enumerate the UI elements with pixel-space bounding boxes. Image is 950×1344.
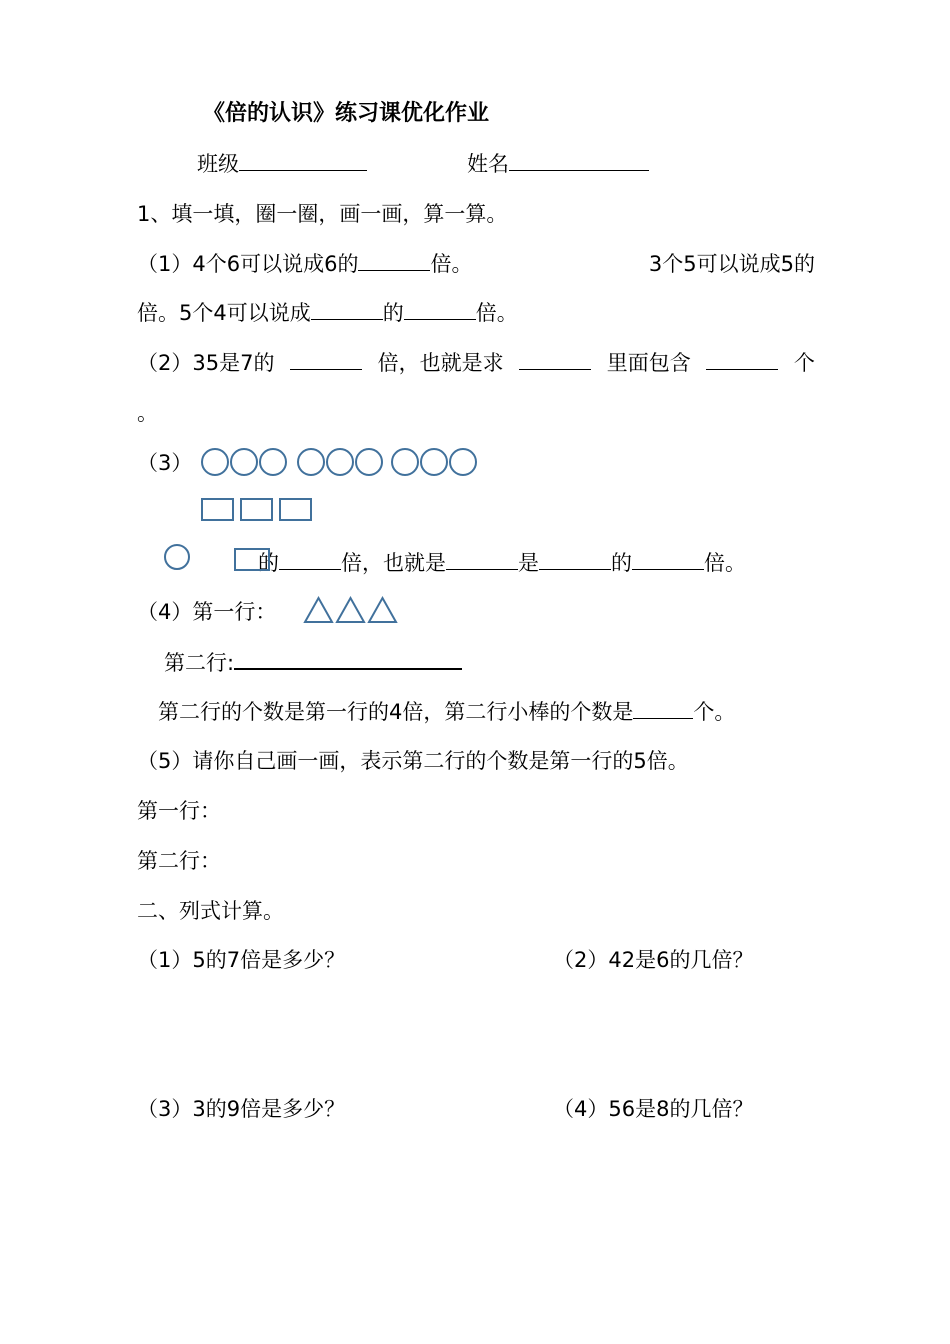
circle-shape	[165, 545, 189, 569]
circle-shape	[450, 449, 476, 475]
calc-3: （3）3的9倍是多少？	[137, 1097, 346, 1121]
circle-shape	[202, 449, 228, 475]
q1-part-a: （1）4个6可以说成6的 倍。	[137, 252, 473, 276]
calc-2: （2）42是6的几倍？	[553, 948, 754, 972]
triangle-shape	[369, 598, 396, 622]
class-label: 班级	[197, 152, 239, 176]
q2-part-d: 个	[793, 351, 815, 375]
q2-part-a: （2）35是7的	[137, 351, 275, 375]
q3-circles	[202, 449, 476, 475]
q3-squares	[202, 499, 311, 520]
q2-line2: 。	[137, 401, 158, 425]
q3-part-d: 的	[611, 551, 632, 575]
circle-shape	[231, 449, 257, 475]
q4-part-a: 第二行的个数是第一行的4倍，第二行小棒的个数是	[158, 700, 634, 724]
q5-text: （5）请你自己画一画，表示第二行的个数是第一行的5倍。	[137, 749, 689, 773]
q4-label: （4）第一行：	[137, 600, 277, 624]
q4-triangles	[305, 598, 396, 622]
square-shape	[235, 549, 269, 570]
q2-part-c: 里面包含	[606, 351, 691, 375]
circle-shape	[298, 449, 324, 475]
q3-label: （3）	[137, 451, 193, 475]
circle-shape	[327, 449, 353, 475]
q3-part-a: 的	[258, 551, 279, 575]
q5-row2: 第二行：	[137, 849, 221, 873]
square-shape	[280, 499, 311, 520]
triangle-shape	[305, 598, 332, 622]
circle-shape	[421, 449, 447, 475]
q4-part-b: 个。	[693, 700, 736, 724]
triangle-shape	[337, 598, 364, 622]
q5-row1: 第一行：	[137, 799, 221, 823]
square-shape	[241, 499, 272, 520]
q3-part-b: 倍，也就是	[341, 551, 446, 575]
q3-part-c: 是	[518, 551, 539, 575]
q1-line2-b: 的	[382, 301, 404, 325]
q1-line2-c: 倍。	[475, 301, 518, 325]
section2-heading: 二、列式计算。	[137, 899, 284, 923]
page-title: 《倍的认识》练习课优化作业	[203, 101, 490, 126]
section1-heading: 1、填一填，圈一圈，画一画，算一算。	[137, 202, 508, 226]
q4-row2-label: 第二行:	[164, 651, 235, 675]
circle-shape	[356, 449, 382, 475]
q2-part-b: 倍，也就是求	[377, 351, 504, 375]
q3-legend-shapes	[165, 545, 269, 570]
square-shape	[202, 499, 233, 520]
q1-line2-a: 倍。5个4可以说成	[137, 301, 311, 325]
q3-part-e: 倍。	[704, 551, 746, 575]
calc-4: （4）56是8的几倍？	[553, 1097, 754, 1121]
name-label: 姓名	[467, 152, 509, 176]
calc-1: （1）5的7倍是多少？	[137, 948, 346, 972]
circle-shape	[392, 449, 418, 475]
q1-part-c: 3个5可以说成5的	[648, 252, 815, 276]
circle-shape	[260, 449, 286, 475]
